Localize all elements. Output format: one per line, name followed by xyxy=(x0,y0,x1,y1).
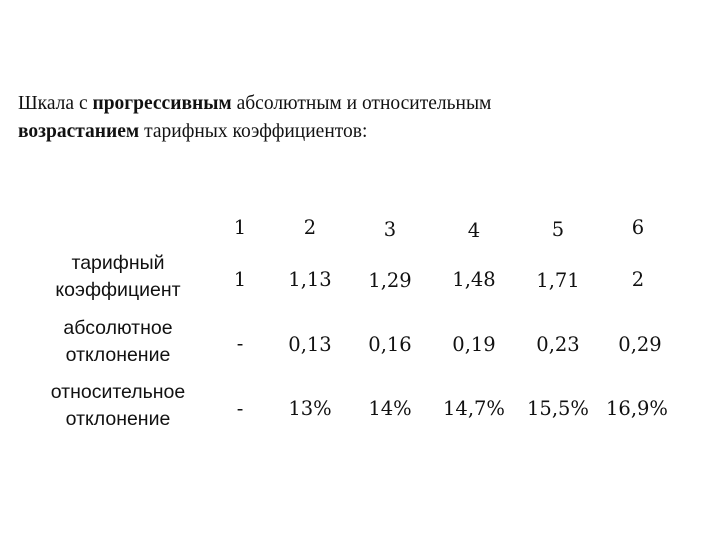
table-cell: 2 xyxy=(631,268,645,291)
row-label-line: абсолютное xyxy=(63,317,173,339)
table-cell: 0,19 xyxy=(452,333,496,356)
row-label-line: коэффициент xyxy=(55,279,181,301)
table-cell: 14,7% xyxy=(443,397,505,420)
heading-text-3: тарифных коэффициентов: xyxy=(139,121,368,142)
table-cell: 13% xyxy=(288,397,332,420)
table-cell: 0,23 xyxy=(536,333,580,356)
heading-bold-2: возрастанием xyxy=(18,121,140,142)
table-cell: 1,13 xyxy=(288,268,332,291)
row-label-absolute-deviation xyxy=(18,315,218,369)
heading-text-2: абсолютным и относительным xyxy=(231,93,492,114)
header-cell: 2 xyxy=(303,216,317,239)
row-label-relative-deviation xyxy=(18,379,218,433)
header-cell: 5 xyxy=(551,218,565,241)
row-label-line: относительное xyxy=(50,381,186,403)
table-cell: 1,29 xyxy=(368,269,412,292)
table-cell: 15,5% xyxy=(527,397,589,420)
table-cell: 14% xyxy=(368,397,412,420)
row-label-tariff-coefficient xyxy=(18,250,218,304)
table-cell: - xyxy=(236,397,244,420)
table-cell: 0,29 xyxy=(618,333,662,356)
table-cell: 1 xyxy=(233,268,247,291)
row-label-line: отклонение xyxy=(65,408,171,430)
header-cell: 3 xyxy=(383,218,397,241)
table-cell: 0,13 xyxy=(288,333,332,356)
row-label-line: отклонение xyxy=(65,344,171,366)
table-cell: 1,71 xyxy=(536,269,580,292)
heading-text-1: Шкала с xyxy=(18,93,93,114)
table-cell: 0,16 xyxy=(368,333,412,356)
header-cell: 1 xyxy=(233,216,247,239)
table-cell: - xyxy=(236,332,244,355)
table-cell: 1,48 xyxy=(452,268,496,291)
heading-bold-1: прогрессивным xyxy=(92,93,232,114)
table-cell: 16,9% xyxy=(606,397,668,420)
header-cell: 4 xyxy=(467,219,481,242)
header-cell: 6 xyxy=(631,216,645,239)
row-label-line: тарифный xyxy=(71,252,165,274)
